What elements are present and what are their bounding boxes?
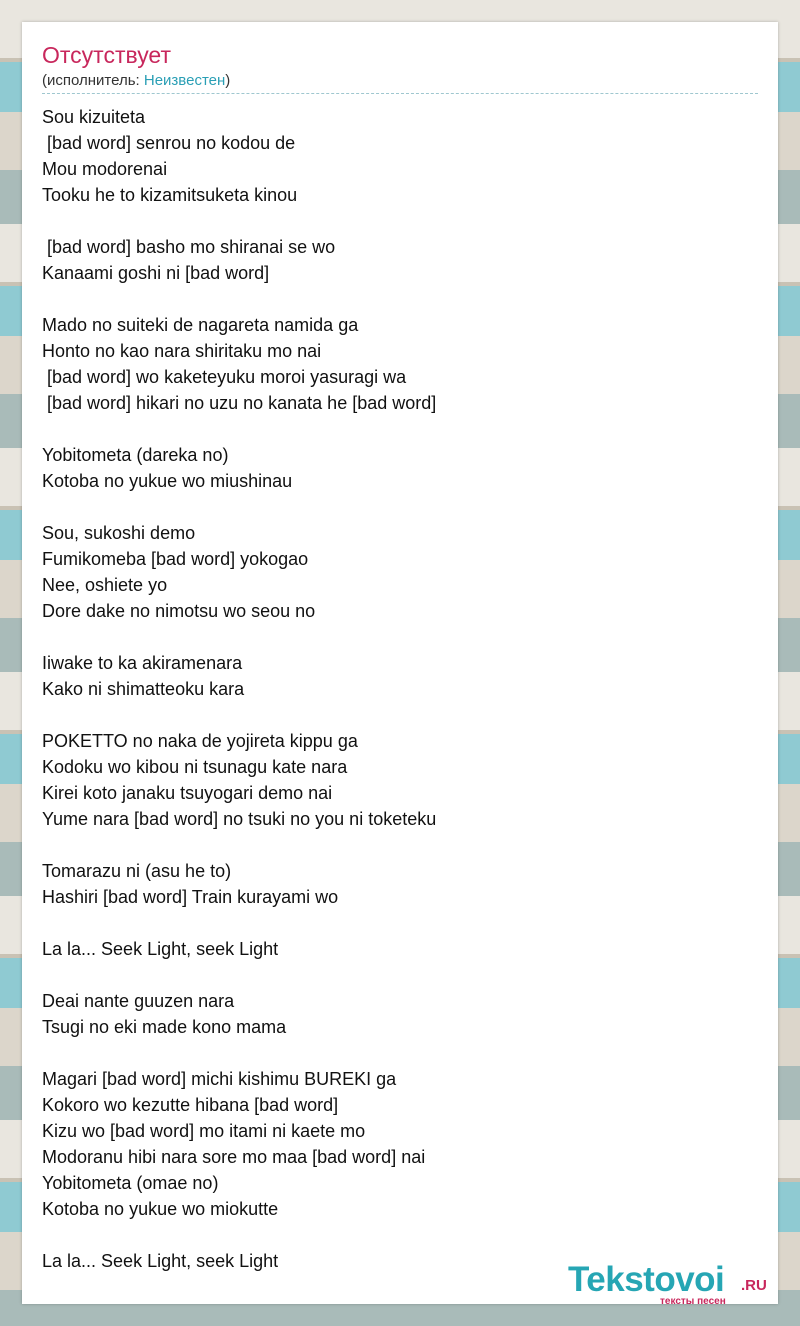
title-divider (42, 93, 758, 94)
lyrics-line: La la... Seek Light, seek Light (42, 939, 279, 959)
lyrics-line: Honto no kao nara shiritaku mo nai (42, 341, 322, 361)
artist-link[interactable]: Неизвестен (143, 72, 226, 89)
lyrics-line: Yobitometa (omae no) (42, 1173, 219, 1193)
site-logo[interactable] (568, 1260, 778, 1308)
lyrics-line: Mado no suiteki de nagareta namida ga (42, 315, 359, 335)
lyrics-line: Mou modorenai (42, 159, 168, 179)
lyrics-blank-line (42, 624, 758, 650)
lyrics-blank-line (42, 832, 758, 858)
logo-tld: .RU (741, 1277, 767, 1294)
lyrics-line: Nee, oshiete yo (42, 575, 168, 595)
lyrics-line: [bad word] hikari no uzu no kanata he [bad word] (42, 393, 437, 413)
lyrics-line: Tsugi no eki made kono mama (42, 1017, 287, 1037)
lyrics-line: Modoranu hibi nara sore mo maa [bad word] nai (42, 1147, 426, 1167)
lyrics-line: Yobitometa (dareka no) (42, 445, 229, 465)
lyrics-line: [bad word] wo kaketeyuku moroi yasuragi wa (42, 367, 407, 387)
lyrics-line: Hashiri [bad word] Train kurayami wo (42, 887, 339, 907)
lyrics-card (22, 22, 778, 1307)
lyrics-line: Kirei koto janaku tsuyogari demo nai (42, 783, 333, 803)
lyrics-blank-line (42, 208, 758, 234)
lyrics-blank-line (42, 286, 758, 312)
logo-tagline: тексты песен (660, 1296, 726, 1307)
lyrics-blank-line (42, 416, 758, 442)
artist-suffix: ) (225, 72, 231, 89)
song-title: Отсутствует (42, 42, 171, 68)
lyrics-line: Iiwake to ka akiramenara (42, 653, 243, 673)
lyrics-line: Kotoba no yukue wo miokutte (42, 1199, 279, 1219)
lyrics-line: Tomarazu ni (asu he to) (42, 861, 232, 881)
lyrics-line: [bad word] basho mo shiranai se wo (42, 237, 336, 257)
lyrics-line: [bad word] senrou no kodou de (42, 133, 296, 153)
lyrics-line: Kotoba no yukue wo miushinau (42, 471, 293, 491)
lyrics-line: Magari [bad word] michi kishimu BUREKI ga (42, 1069, 397, 1089)
lyrics-blank-line (42, 702, 758, 728)
lyrics-line: Sou kizuiteta (42, 107, 146, 127)
artist-prefix: (исполнитель: (42, 72, 144, 89)
lyrics-line: Dore dake no nimotsu wo seou no (42, 601, 316, 621)
lyrics-blank-line (42, 1040, 758, 1066)
lyrics-blank-line (42, 1222, 758, 1248)
lyrics-line: POKETTO no naka de yojireta kippu ga (42, 731, 358, 751)
lyrics-text (42, 104, 758, 1274)
lyrics-line: La la... Seek Light, seek Light (42, 1251, 279, 1271)
lyrics-blank-line (42, 962, 758, 988)
lyrics-line: Kanaami goshi ni [bad word] (42, 263, 270, 283)
artist-line (42, 72, 230, 89)
lyrics-blank-line (42, 910, 758, 936)
lyrics-line: Yume nara [bad word] no tsuki no you ni toketeku (42, 809, 437, 829)
lyrics-line: Kodoku wo kibou ni tsunagu kate nara (42, 757, 348, 777)
lyrics-line: Deai nante guuzen nara (42, 991, 235, 1011)
lyrics-line: Sou, sukoshi demo (42, 523, 196, 543)
lyrics-blank-line (42, 494, 758, 520)
lyrics-line: Kizu wo [bad word] mo itami ni kaete mo (42, 1121, 366, 1141)
logo-wordmark: Tekstovoi (568, 1260, 725, 1299)
lyrics-line: Kako ni shimatteoku kara (42, 679, 245, 699)
lyrics-line: Tooku he to kizamitsuketa kinou (42, 185, 298, 205)
lyrics-line: Fumikomeba [bad word] yokogao (42, 549, 309, 569)
lyrics-line: Kokoro wo kezutte hibana [bad word] (42, 1095, 339, 1115)
